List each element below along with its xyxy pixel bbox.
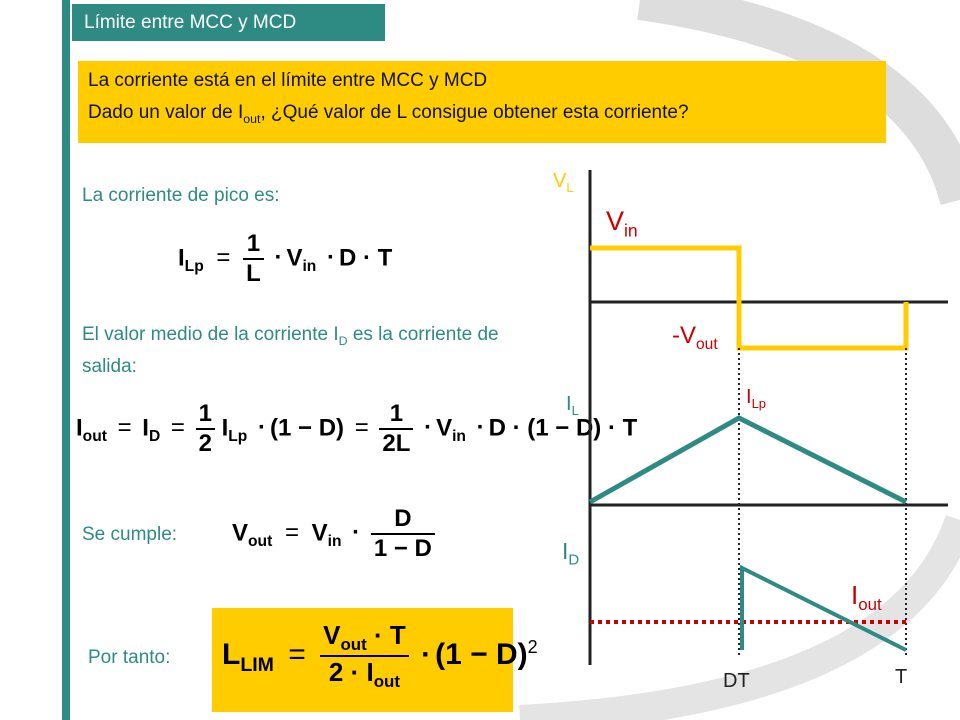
waveform-diagram	[540, 160, 960, 720]
id-label: $I_D$	[562, 538, 580, 569]
vin-label: $V_{in}$	[606, 206, 638, 241]
formula-inductance-limit: $L_{LIM}$ = $\frac{V_{out} \cdot T}{2 \cdot I_{out}}$ · $(1 - D)^2$	[222, 620, 538, 692]
iout-label: $I_{out}$	[851, 580, 882, 615]
il-label: $I_L$	[566, 393, 579, 418]
peak-current-label: La corriente de pico es:	[82, 185, 280, 206]
se-cumple-label: Se cumple:	[82, 524, 178, 545]
question-box	[78, 61, 886, 143]
ilp-label: $I_{Lp}$	[746, 386, 767, 411]
por-tanto-label: Por tanto:	[88, 647, 171, 668]
formula-output-current: $I_{out} = I_D$ = $\frac{1}{2}$ $I_{Lp} \cdot (1 - D)$ = $\frac{1}{2L}$ · $V_{in} \cdot D \cdot (1 - D) \cdot T$	[76, 400, 638, 457]
il-waveform	[590, 418, 906, 502]
left-accent-bar	[62, 0, 70, 720]
question-line-2: Dado un valor de $I_{out}$, ¿Qué valor de L consigue obtener esta corriente?	[88, 102, 689, 126]
vout-label: $-V_{out}$	[672, 322, 718, 353]
formula-output-voltage: $V_{out} = V_{in}$ · $\frac{D}{1 - D}$	[232, 505, 435, 563]
vl-waveform	[590, 248, 906, 348]
formula-peak-current: $I_{Lp}$ = $\frac{1}{L}$ · $V_{in} \cdot D \cdot T$	[178, 230, 393, 287]
t-label: T	[895, 666, 908, 688]
slide-title: Límite entre MCC y MCD	[72, 4, 385, 41]
vl-label: $V_L$	[553, 170, 574, 195]
question-line-1: La corriente está en el límite entre MCC y MCD	[88, 70, 488, 91]
average-current-label: El valor medio de la corriente $I_D$ es la corriente de salida:	[82, 324, 499, 377]
dt-label: DT	[723, 670, 750, 692]
